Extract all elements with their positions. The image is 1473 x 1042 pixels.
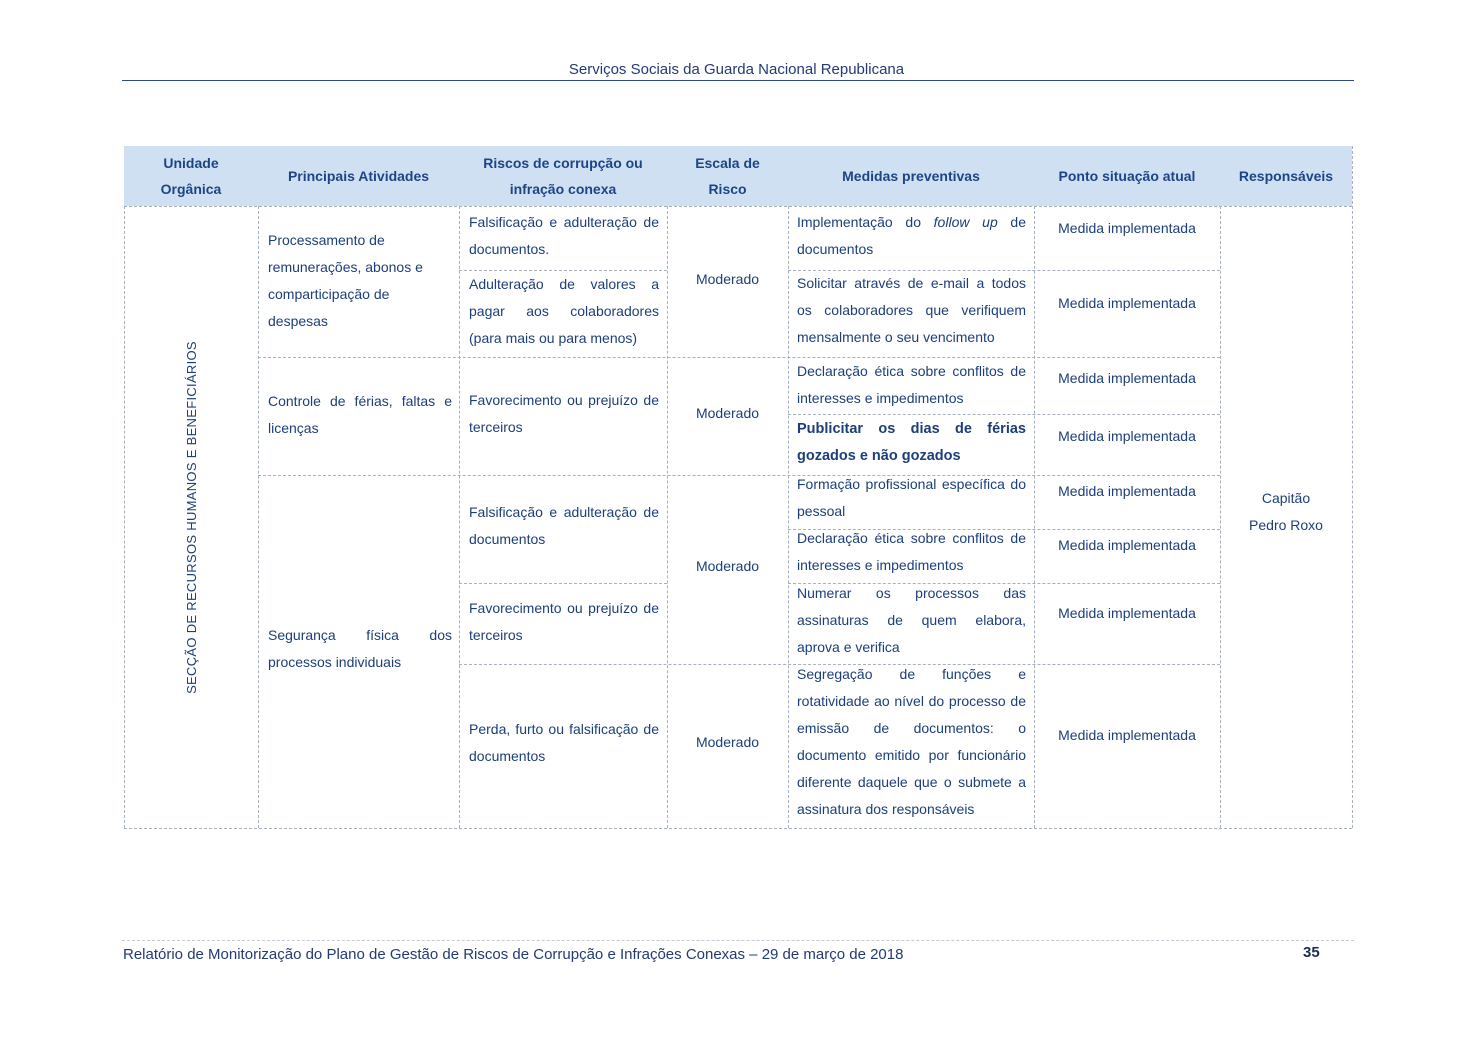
grid-line [258, 357, 1220, 358]
risk-cell: Falsificação e adulteração de documentos. [469, 214, 659, 257]
status-cell: Medida implementada [1058, 727, 1196, 743]
risk-cell: Falsificação e adulteração de documentos [469, 504, 659, 547]
risk-scale: Moderado [695, 734, 760, 750]
risk-cell: Adulteração de valores a pagar aos colaboradores (para mais ou para menos) [469, 276, 659, 346]
measure-cell [797, 209, 1026, 263]
measure-cell: Segregação de funções e rotatividade ao nível do processo de emissão de documentos: o documento emitido por funcionário diferente daquele que o submete a assinatura dos responsáveis [797, 666, 1026, 817]
measure-text: Implementação do [797, 214, 921, 230]
status-cell: Medida implementada [1058, 295, 1196, 311]
activity-cell: Processamento de remunerações, abonos e comparticipação de despesas [268, 232, 423, 329]
activity-cell: Controle de férias, faltas e licenças [268, 393, 452, 436]
status-cell: Medida implementada [1058, 605, 1196, 621]
risk-scale: Moderado [695, 405, 760, 421]
grid-line [124, 828, 1352, 829]
risk-table [124, 146, 1352, 828]
grid-line [258, 206, 259, 828]
measure-cell: Declaração ética sobre conflitos de interesses e impedimentos [797, 363, 1026, 406]
measure-cell: Declaração ética sobre conflitos de interesses e impedimentos [797, 530, 1026, 573]
grid-line [788, 206, 789, 828]
measure-cell: Solicitar através de e-mail a todos os colaboradores que verifiquem mensalmente o seu vencimento [797, 275, 1026, 345]
unit-label: SECÇÃO DE RECURSOS HUMANOS E BENEFICIÁRIOS [183, 340, 199, 694]
measure-text: de documentos [797, 214, 1026, 257]
col-header-unit: Unidade Orgânica [124, 146, 258, 206]
measure-cell: Numerar os processos das assinaturas de quem elabora, aprova e verifica [797, 585, 1026, 655]
header-rule [122, 80, 1354, 81]
page-number: 35 [1303, 944, 1320, 961]
col-header-scale: Escala de Risco [667, 146, 788, 206]
grid-line [124, 206, 1352, 207]
grid-line [1352, 146, 1353, 828]
col-header-status: Ponto situação atual [1034, 146, 1220, 206]
status-cell: Medida implementada [1058, 428, 1196, 444]
risk-cell: Favorecimento ou prejuízo de terceiros [469, 600, 659, 643]
risk-scale: Moderado [695, 271, 760, 287]
status-cell: Medida implementada [1058, 220, 1196, 236]
grid-line [258, 475, 1220, 476]
measure-italic-text: follow up [933, 214, 998, 230]
col-header-measures: Medidas preventivas [788, 146, 1034, 206]
footer-rule [122, 940, 1354, 941]
grid-line [459, 583, 667, 584]
status-cell: Medida implementada [1058, 483, 1196, 499]
col-header-responsible: Responsáveis [1220, 146, 1352, 206]
risk-scale: Moderado [695, 558, 760, 574]
page-header-title: Serviços Sociais da Guarda Nacional Republicana [568, 61, 905, 78]
measure-cell: Publicitar os dias de férias gozados e não gozados [797, 421, 1026, 464]
col-header-activities: Principais Atividades [258, 146, 459, 206]
grid-line [1220, 206, 1221, 828]
status-cell: Medida implementada [1058, 537, 1196, 553]
col-header-risks: Riscos de corrupção ou infração conexa [459, 146, 667, 206]
grid-line [788, 414, 1220, 415]
activity-cell: Segurança física dos processos individuais [268, 627, 452, 670]
status-cell: Medida implementada [1058, 370, 1196, 386]
measure-cell: Formação profissional específica do pessoal [797, 476, 1026, 519]
grid-line [459, 206, 460, 828]
responsible-cell: Capitão Pedro Roxo [1249, 490, 1323, 533]
risk-cell: Perda, furto ou falsificação de documentos [469, 721, 659, 764]
footer-text: Relatório de Monitorização do Plano de Gestão de Riscos de Corrupção e Infrações Conexas – 29 de março de 2018 [123, 946, 904, 963]
risk-cell: Favorecimento ou prejuízo de terceiros [469, 392, 659, 435]
